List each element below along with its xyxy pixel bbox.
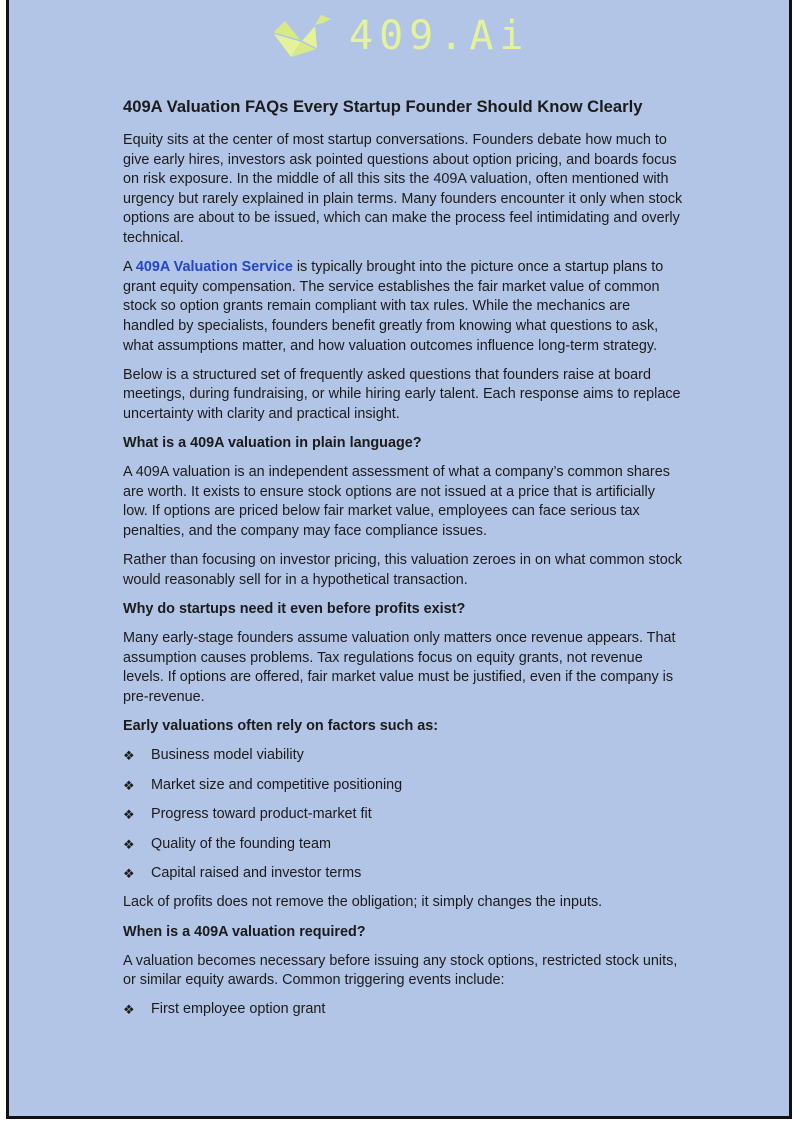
faq-answer-1-paragraph-1: A 409A valuation is an independent assessment of what a company’s common shares are worth. It exists to ensure stock options are not issued at a price that is artificially low. If options are priced below fair market value, employees can face serious tax penalties, and the company may face compliance issues. — [123, 464, 670, 540]
diamond-bullet-icon: ❖ — [123, 748, 135, 764]
list-item-text: Capital raised and investor terms — [151, 864, 362, 881]
faq-question-2: Why do startups need it even before profits exist? — [123, 601, 466, 618]
list-item — [123, 746, 683, 766]
list-item-text: Quality of the founding team — [151, 835, 331, 852]
diamond-bullet-icon: ❖ — [123, 865, 135, 881]
list-item-text: Progress toward product-market fit — [151, 806, 372, 823]
faq-answer-2-paragraph-1: Many early-stage founders assume valuation only matters once revenue appears. That assumption causes problems. Tax regulations focus on equity grants, not revenue levels. If options are offered, fair market value must be justified, even if the company is pre-revenue. — [123, 630, 676, 705]
origami-bird-icon — [271, 11, 333, 61]
list-item-text: First employee option grant — [151, 1001, 326, 1018]
list-item-text: Market size and competitive positioning — [151, 776, 403, 793]
list-item-text: Business model viability — [151, 747, 304, 764]
valuation-service-link[interactable]: 409A Valuation Service — [135, 259, 293, 276]
intro-paragraph-1: Equity sits at the center of most startup conversations. Founders debate how much to give early hires, investors ask pointed questions about option pricing, and boards focus on risk exposure. In the middle of all this sits the 409A valuation, often mentioned with urgency but rarely explained in plain terms. Many founders encounter it only when stock options are about to be issued, which can make the process feel intimidating and overly technical. — [123, 132, 683, 246]
faq-question-3: When is a 409A valuation required? — [123, 923, 366, 940]
triggers-list — [123, 1000, 683, 1020]
faq-question-1: What is a 409A valuation in plain language? — [123, 435, 422, 452]
faq-answer-3-paragraph-1: A valuation becomes necessary before issuing any stock options, restricted stock units, or similar equity awards. Common triggering events include: — [123, 952, 678, 989]
factors-heading: Early valuations often rely on factors such as: — [123, 718, 439, 735]
list-item — [123, 805, 683, 825]
document-page — [6, 0, 792, 1119]
faq-answer-1-paragraph-2: Rather than focusing on investor pricing, this valuation zeroes in on what common stock would reasonably sell for in a hypothetical transaction. — [123, 552, 683, 588]
diamond-bullet-icon: ❖ — [123, 836, 135, 852]
intro-p2-rest: is typically brought into the picture once a startup plans to grant equity compensation. The service establishes the fair market value of common stock so option grants remain compliant with tax rules. While the mechanics are handled by specialists, founders benefit greatly from knowing what questions to ask, what assumptions matter, and how valuation outcomes influence long-term strategy. — [123, 259, 664, 354]
list-item — [123, 864, 683, 884]
list-item — [123, 835, 683, 855]
factors-list — [123, 746, 683, 883]
logo-wordmark: 409.Ai — [349, 13, 530, 59]
diamond-bullet-icon: ❖ — [123, 807, 135, 823]
brand-logo — [271, 8, 531, 64]
intro-p2-prefix: A — [123, 259, 136, 276]
diamond-bullet-icon: ❖ — [123, 1002, 135, 1018]
article-title: 409A Valuation FAQs Every Startup Founder Should Know Clearly — [123, 97, 643, 116]
factors-conclusion: Lack of profits does not remove the obligation; it simply changes the inputs. — [123, 894, 603, 911]
list-item — [123, 1000, 683, 1020]
intro-paragraph-3: Below is a structured set of frequently asked questions that founders raise at board meetings, during fundraising, or while hiring early talent. Each response aims to replace uncertainty with clarity and practical insight. — [123, 366, 681, 422]
intro-paragraph-2 — [123, 258, 683, 356]
list-item — [123, 776, 683, 796]
article-body — [123, 95, 683, 1030]
diamond-bullet-icon: ❖ — [123, 777, 135, 793]
